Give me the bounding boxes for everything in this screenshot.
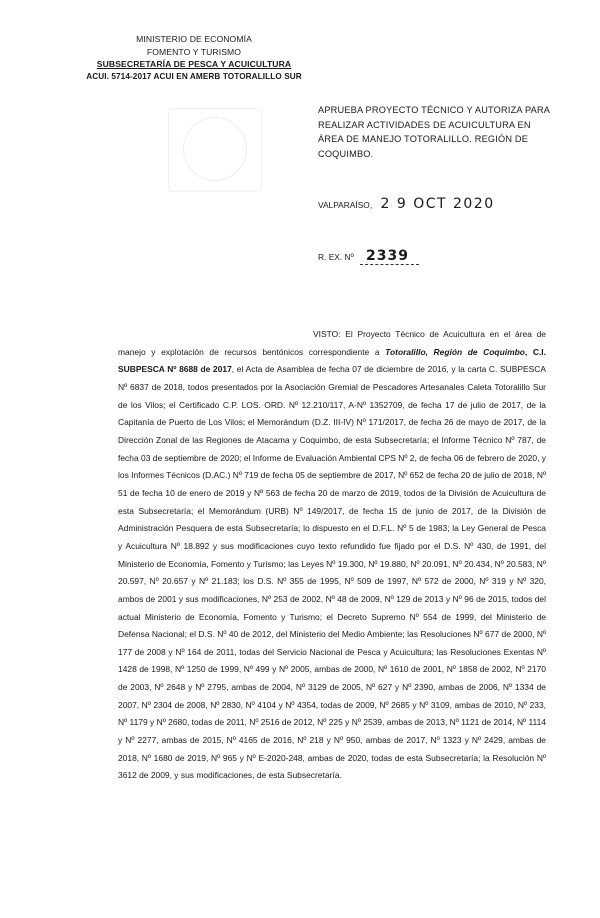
file-reference: ACUI. 5714-2017 ACUI EN AMERB TOTORALILLO SUR [86, 71, 302, 81]
ministry-name: MINISTERIO DE ECONOMÍA [136, 34, 252, 44]
seal-ring [183, 117, 247, 181]
project-location: Totoralillo, Región de Coquimbo [385, 346, 525, 357]
date-line [318, 196, 495, 212]
visto-text-rest: , el Acta de Asamblea de fecha 07 de diciembre de 2016, y la carta C. SUBPESCA Nº 6837 de 2018, todos presentados por la Asociación Gremial de Pescadores Artesanales Caleta Totoralillo Sur de los Vilos; el Certificado C.P. LOS. ORD. Nº 12.210/117, A-Nº 1352709, de fecha 17 de julio de 2017, de la Capitanía de Puerto de Los Vilos; el Memorándum (D.Z. III-IV) Nº 171/2017, de fecha 26 de mayo de 2017, de la Dirección Zonal de las Regiones de Atacama y Coquimbo, de esta Subsecretaría; el Informe Técnico Nº 787, de fecha 03 de septiembre de 2020; el Informe de Evaluación Ambiental CPS Nº 2, de fecha 06 de febrero de 2020, y los Informes Técnicos (D.AC.) Nº 719 de fecha 05 de septiembre de 2017, Nº 652 de fecha 20 de julio de 2018, Nº 51 de fecha 10 de enero de 2019 y Nº 563 de fecha 20 de marzo de 2019, todos de la División de Acuicultura de esta Subsecretaría; el Memorándum (URB) Nº 149/2017, de fecha 15 de junio de 2017, de la División de Administración Pesquera de esta Subsecretaría; lo dispuesto en el D.F.L. Nº 5 de 1983; la Ley General de Pesca y Acuicultura Nº 18.892 y sus modificaciones cuyo texto refundido fue fijado por el D.S. Nº 430, de 1991, del Ministerio de Economía, Fomento y Turismo; las Leyes Nº 19.300, Nº 19.880, Nº 20.091, Nº 20.434, Nº 20.583, Nº 20.597, Nº 20.657 y Nº 21.183; los D.S. Nº 355 de 1995, Nº 509 de 1997, Nº 572 de 2000, Nº 319 y Nº 320, ambos de 2001 y sus modificaciones, Nº 253 de 2002, Nº 48 de 2009, Nº 129 de 2013 y Nº 96 de 2015, todos del actual Ministerio de Economía, Fomento y Turismo; el Decreto Supremo Nº 554 de 1999, del Ministerio de Defensa Nacional; el D.S. Nº 40 de 2012, del Ministerio del Medio Ambiente; las Resoluciones Nº 677 de 2000, Nº 177 de 2008 y Nº 164 de 2011, todas del Servicio Nacional de Pesca y Acuicultura; las Resoluciones Exentas Nº 1428 de 1998, Nº 1250 de 1999, Nº 499 y Nº 2005, ambas de 2000, Nº 1610 de 2001, Nº 1858 de 2002, Nº 2170 de 2003, Nº 2648 y Nº 2795, ambas de 2004, Nº 3129 de 2005, Nº 627 y Nº 2390, ambas de 2006, Nº 1334 de 2007, Nº 2304 de 2008, Nº 2830, Nº 4104 y Nº 4354, todas de 2009, Nº 2685 y Nº 3109, ambas de 2010, Nº 233, Nº 1179 y Nº 2680, todas de 2011, Nº 2516 de 2012, Nº 225 y Nº 2539, ambas de 2013, Nº 1121 de 2014, Nº 1114 y Nº 2277, ambas de 2015, Nº 4165 de 2016, Nº 218 y Nº 950, ambas de 2017, Nº 1323 y Nº 2429, ambas de 2018, Nº 1680 de 2019, Nº 965 y Nº E-2020-248, ambas de 2020, todas de esta Subsecretaría; la Resolución Nº 3612 de 2009, y sus modificaciones, de esta Subsecretaría. [118, 364, 546, 781]
visto-text-start: El Proyecto Técnico de Acuicultura en el área de manejo y explotación de recursos bentónicos correspondiente a [118, 329, 546, 357]
subsecretaria-name: SUBSECRETARÍA DE PESCA Y ACUICULTURA [96, 59, 292, 69]
resolution-number-line [318, 248, 419, 264]
rex-number: 2339 [360, 248, 419, 265]
date-value: 2 9 OCT 2020 [380, 196, 495, 212]
letterhead [74, 33, 314, 83]
date-label: VALPARAÍSO, [318, 200, 373, 210]
faded-seal-stamp [168, 108, 262, 192]
visto-label: VISTO: [313, 329, 341, 339]
project-ci-number: , C.I. SUBPESCA Nº 8688 de 2017 [118, 346, 546, 375]
ministry-subtitle: FOMENTO Y TURISMO [146, 46, 242, 57]
rex-label: R. EX. Nº [318, 252, 354, 262]
visto-paragraph [118, 326, 546, 785]
resolution-title: APRUEBA PROYECTO TÉCNICO Y AUTORIZA PARA REALIZAR ACTIVIDADES DE ACUICULTURA EN ÁREA DE MANEJO TOTORALILLO. REGIÓN DE COQUIMBO. [318, 105, 550, 159]
